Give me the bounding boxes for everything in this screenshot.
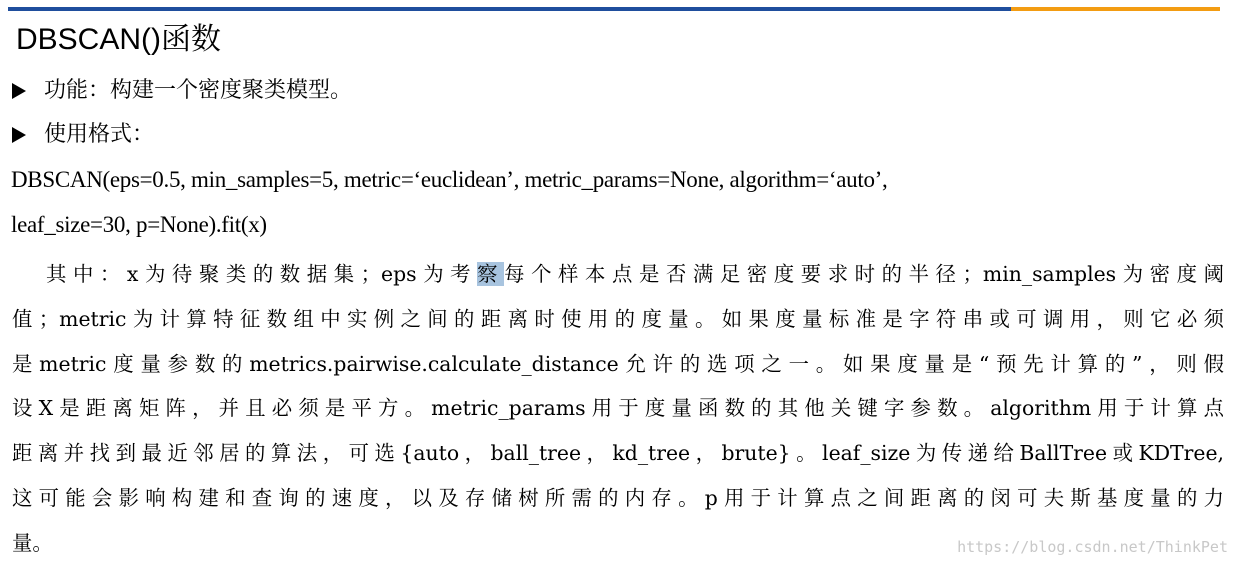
code-signature-line-1: DBSCAN(eps=0.5, min_samples=5, metric=‘euclidean’, metric_params=None, algorithm=‘auto’, — [11, 167, 888, 192]
description-line: 距离并找到最近邻居的算法，可选{auto，ball_tree，kd_tree，brute}。leaf_size为传递给BallTree或KDTree, — [12, 441, 1224, 466]
bullet-function — [12, 76, 352, 106]
header-accent-bar — [8, 7, 1220, 11]
description-line: 是metric度量参数的metrics.pairwise.calculate_distance允许的选项之一。如果度量是“预先计算的”，则假 — [12, 351, 1224, 376]
accent-bar-orange — [1011, 7, 1220, 11]
description-text: 其中：x为待聚类的数据集；eps为考 — [46, 262, 478, 286]
code-signature-line-2: leaf_size=30, p=None).fit(x) — [11, 212, 267, 237]
description-paragraph — [12, 252, 1224, 566]
arrow-bullet-icon — [12, 127, 26, 143]
accent-bar-blue — [8, 7, 1011, 11]
description-line: 值；metric为计算特征数组中实例之间的距离时使用的度量。如果度量标准是字符串或可调用，则它必须 — [12, 306, 1224, 331]
highlighted-text: 察 — [477, 262, 505, 286]
bullet-usage — [12, 120, 154, 150]
description-line: 量。 — [12, 530, 53, 555]
description-text: 每个样本点是否满足密度要求时的半径；min_samples为密度阈 — [504, 262, 1224, 286]
arrow-bullet-icon — [12, 83, 26, 99]
blog-watermark: https://blog.csdn.net/ThinkPet — [957, 538, 1228, 556]
bullet-usage-text: 使用格式： — [44, 122, 155, 147]
bullet-function-text: 功能：构建一个密度聚类模型。 — [44, 78, 353, 103]
description-line — [12, 252, 1224, 297]
description-line: 设X是距离矩阵，并且必须是平方。metric_params用于度量函数的其他关键字参数。algorithm用于计算点 — [12, 396, 1224, 421]
slide-title: DBSCAN()函数 — [16, 23, 222, 56]
description-line: 这可能会影响构建和查询的速度，以及存储树所需的内存。p用于计算点之间距离的闵可夫斯基度量的力 — [12, 485, 1224, 510]
